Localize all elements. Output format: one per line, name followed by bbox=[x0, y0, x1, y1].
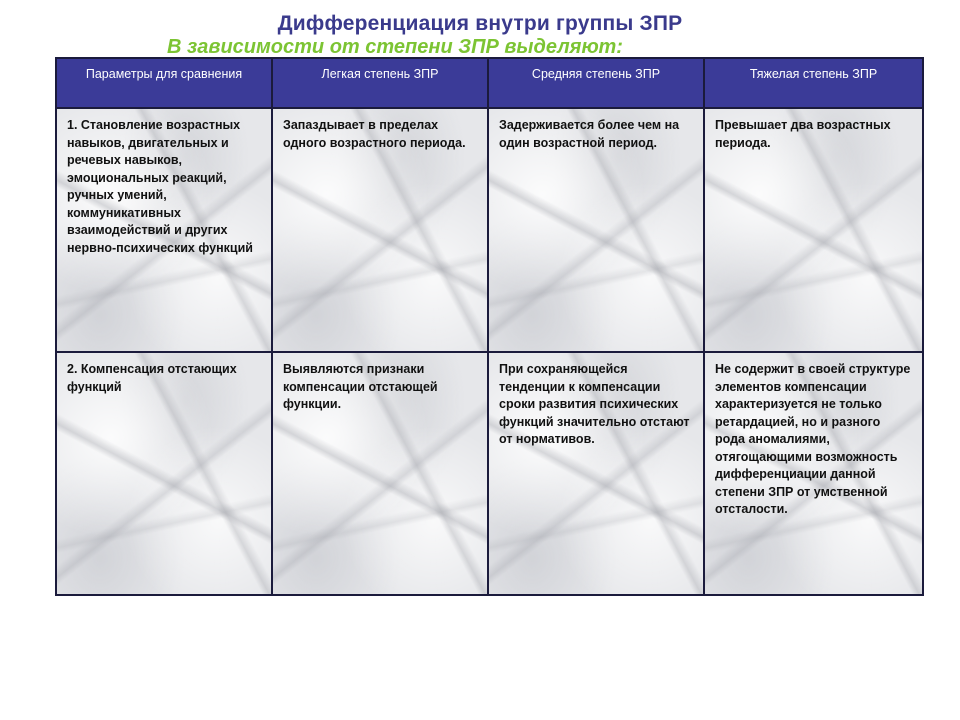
row1-moderate: Задерживается более чем на один возрастной период. bbox=[488, 108, 704, 352]
table-row bbox=[56, 352, 923, 595]
header-mild-degree: Легкая степень ЗПР bbox=[272, 58, 488, 108]
table-row bbox=[56, 108, 923, 352]
row1-severe: Превышает два возрастных периода. bbox=[704, 108, 923, 352]
page-title: Дифференциация внутри группы ЗПР bbox=[277, 12, 683, 35]
header-parameters: Параметры для сравнения bbox=[56, 58, 272, 108]
table-header-row bbox=[56, 58, 923, 108]
row2-severe: Не содержит в своей структуре элементов компенсации характеризуется не только ретардацией, но и разного рода аномалиями, отягощающими возможность дифференциации данной степени ЗПР от умственной отсталости. bbox=[704, 352, 923, 595]
row1-mild: Запаздывает в пределах одного возрастного периода. bbox=[272, 108, 488, 352]
row1-parameter: 1. Становление возрастных навыков, двигательных и речевых навыков, эмоциональных реакций, ручных умений, коммуникативных взаимодействий и других нервно-психических функций bbox=[56, 108, 272, 352]
comparison-table bbox=[55, 57, 924, 596]
row2-mild: Выявляются признаки компенсации отстающей функции. bbox=[272, 352, 488, 595]
row2-parameter: 2. Компенсация отстающих функций bbox=[56, 352, 272, 595]
row2-moderate: При сохраняющейся тенденции к компенсации сроки развития психических функций значительно отстают от нормативов. bbox=[488, 352, 704, 595]
page-subtitle: В зависимости от степени ЗПР выделяют: bbox=[167, 36, 623, 58]
header-severe-degree: Тяжелая степень ЗПР bbox=[704, 58, 923, 108]
header-moderate-degree: Средняя степень ЗПР bbox=[488, 58, 704, 108]
